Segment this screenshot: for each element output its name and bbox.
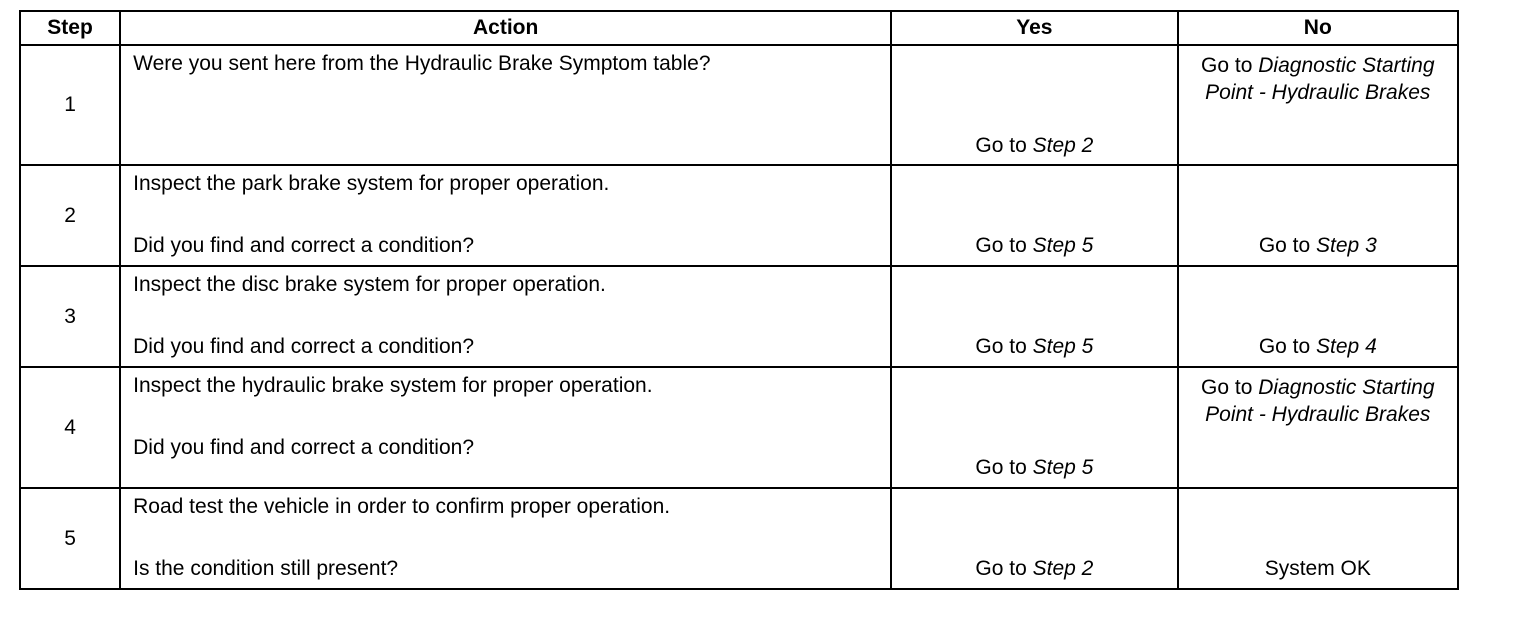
yes-step-ref: Step 2: [1032, 134, 1094, 157]
yes-step-ref: Step 5: [1032, 456, 1094, 479]
no-result: [1201, 52, 1435, 106]
no-result: [1179, 234, 1457, 258]
action-cell: [120, 266, 891, 367]
no-prefix: Go to: [1258, 335, 1311, 358]
no-prefix: Go to: [1258, 234, 1311, 257]
action-cell: [120, 367, 891, 488]
yes-result: [892, 456, 1176, 480]
no-step-ref: Step 3: [1316, 234, 1377, 257]
no-step-ref: Diagnostic Starting Point - Hydraulic Brakes: [1205, 54, 1435, 104]
table-row: [20, 367, 1458, 488]
no-cell: [1178, 165, 1458, 266]
action-question: Did you find and correct a condition?: [133, 335, 474, 358]
yes-result: [892, 557, 1176, 581]
action-cell: [120, 488, 891, 589]
action-cell: [120, 45, 891, 165]
header-row: [20, 11, 1458, 45]
table-row: [20, 45, 1458, 165]
header-step: Step: [20, 11, 120, 45]
step-number: 5: [20, 488, 120, 589]
no-prefix: Go to: [1201, 54, 1253, 77]
yes-step-ref: Step 2: [1032, 557, 1094, 580]
yes-step-ref: Step 5: [1032, 234, 1094, 257]
no-result: [1179, 335, 1457, 359]
action-question: Is the condition still present?: [133, 557, 399, 580]
step-number: 3: [20, 266, 120, 367]
header-action: Action: [120, 11, 891, 45]
no-cell: [1178, 266, 1458, 367]
yes-cell: [891, 367, 1177, 488]
action-text: Road test the vehicle in order to confirm proper operation.: [133, 495, 671, 518]
step-number: 1: [20, 45, 120, 165]
action-text: Inspect the park brake system for proper operation.: [133, 172, 610, 195]
action-question: Did you find and correct a condition?: [133, 436, 474, 459]
yes-prefix: Go to: [975, 335, 1027, 358]
table-row: [20, 165, 1458, 266]
step-number: 2: [20, 165, 120, 266]
yes-prefix: Go to: [975, 456, 1027, 479]
no-result: [1201, 374, 1435, 428]
action-cell: [120, 165, 891, 266]
header-no: No: [1178, 11, 1458, 45]
yes-result: [892, 335, 1176, 359]
yes-result: [892, 134, 1176, 158]
header-yes: Yes: [891, 11, 1177, 45]
table-row: [20, 488, 1458, 589]
no-result: System OK: [1264, 557, 1371, 580]
yes-prefix: Go to: [975, 557, 1027, 580]
no-step-ref: Diagnostic Starting Point - Hydraulic Brakes: [1205, 376, 1435, 426]
no-prefix: Go to: [1201, 376, 1253, 399]
yes-step-ref: Step 5: [1032, 335, 1094, 358]
yes-prefix: Go to: [975, 234, 1027, 257]
no-step-ref: Step 4: [1316, 335, 1377, 358]
yes-cell: [891, 266, 1177, 367]
yes-result: [892, 234, 1176, 258]
diagnostic-table: [19, 10, 1459, 590]
action-text: Inspect the hydraulic brake system for proper operation.: [133, 374, 653, 397]
action-text: Inspect the disc brake system for proper operation.: [133, 273, 606, 296]
action-text: Were you sent here from the Hydraulic Brake Symptom table?: [133, 52, 711, 75]
no-cell: [1178, 488, 1458, 589]
yes-cell: [891, 45, 1177, 165]
action-question: Did you find and correct a condition?: [133, 234, 474, 257]
step-number: 4: [20, 367, 120, 488]
yes-cell: [891, 488, 1177, 589]
no-cell: [1178, 367, 1458, 488]
no-cell: [1178, 45, 1458, 165]
table-row: [20, 266, 1458, 367]
yes-prefix: Go to: [975, 134, 1027, 157]
yes-cell: [891, 165, 1177, 266]
